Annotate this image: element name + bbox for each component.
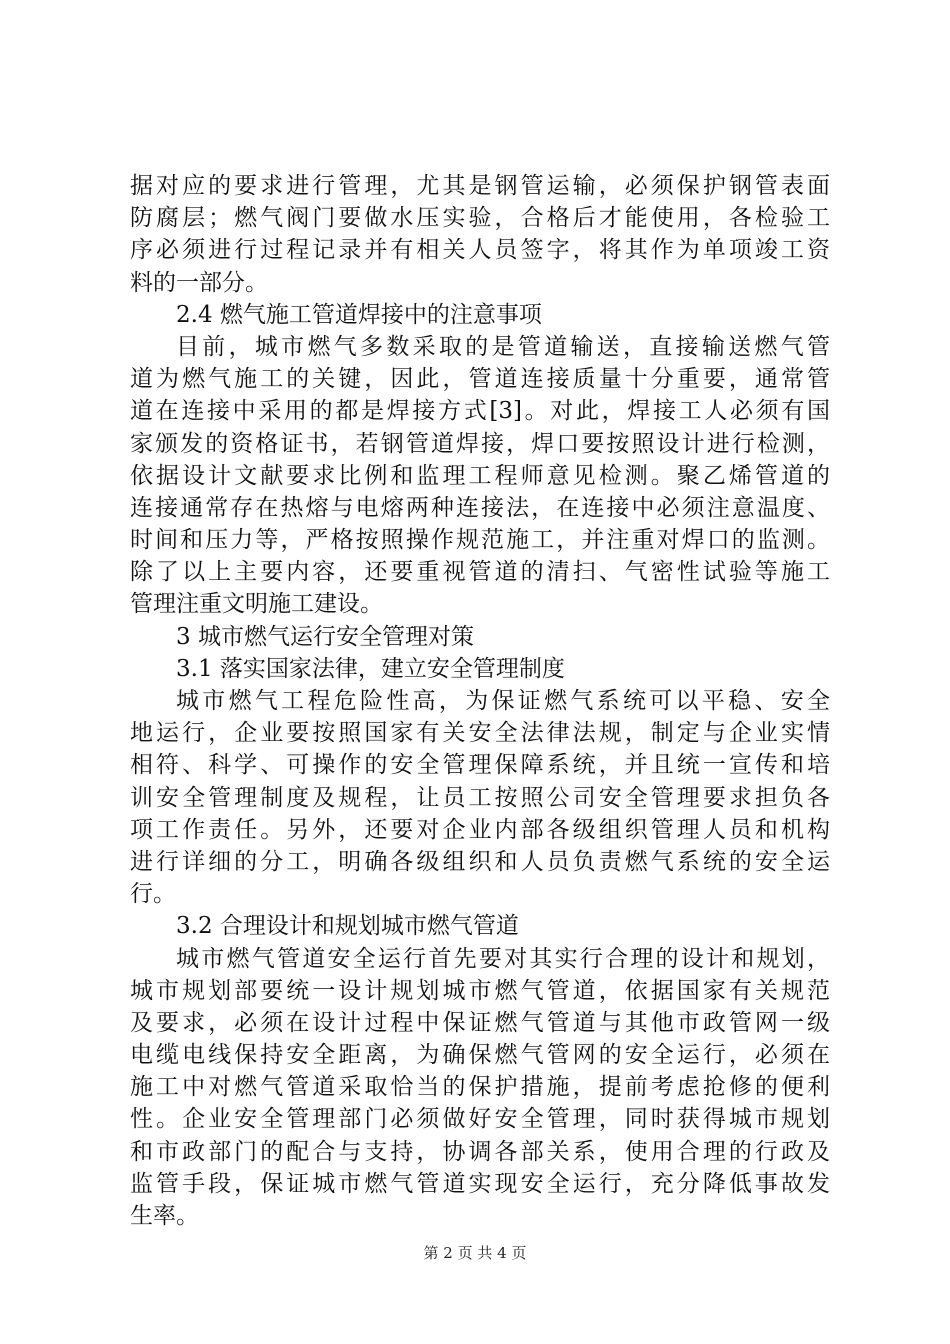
text-line: 监管手段，保证城市燃气管道实现安全运行，充分降低事故发 <box>130 1170 830 1197</box>
section-heading: 3 城市燃气运行安全管理对策 <box>176 623 474 650</box>
text-line: 目前，城市燃气多数采取的是管道输送，直接输送燃气管 <box>176 333 830 360</box>
text-line: 和市政部门的配合与支持，协调各部关系，使用合理的行政及 <box>130 1138 830 1165</box>
text-line: 项工作责任。另外，还要对企业内部各级组织管理人员和机构 <box>130 816 830 843</box>
text-line: 训安全管理制度及规程，让员工按照公司安全管理要求担负各 <box>130 784 830 811</box>
text-line: 道在连接中采用的都是焊接方式[3]。对此，焊接工人必须有国 <box>130 398 830 425</box>
text-line: 城市燃气管道安全运行首先要对其实行合理的设计和规划， <box>176 945 830 972</box>
text-line: 地运行，企业要按照国家有关安全法律法规，制定与企业实情 <box>130 720 830 747</box>
section-heading: 2.4 燃气施工管道焊接中的注意事项 <box>176 301 542 328</box>
text-line: 家颁发的资格证书，若钢管道焊接，焊口要按照设计进行检测， <box>130 430 830 457</box>
text-line: 时间和压力等，严格按照操作规范施工，并注重对焊口的监测。 <box>130 527 830 554</box>
section-heading: 3.2 合理设计和规划城市燃气管道 <box>176 913 519 940</box>
text-line: 进行详细的分工，明确各级组织和人员负责燃气系统的安全运 <box>130 848 830 875</box>
text-line: 电缆电线保持安全距离，为确保燃气管网的安全运行，必须在 <box>130 1042 830 1069</box>
text-line: 料的一部分。 <box>130 269 268 296</box>
text-line: 及要求，必须在设计过程中保证燃气管道与其他市政管网一级 <box>130 1009 830 1036</box>
text-line: 城市燃气工程危险性高，为保证燃气系统可以平稳、安全 <box>176 688 830 714</box>
text-line: 管理注重文明施工建设。 <box>130 591 383 618</box>
text-line: 相符、科学、可操作的安全管理保障系统，并且统一宣传和培 <box>130 752 830 779</box>
text-line: 行。 <box>130 881 176 908</box>
text-line: 连接通常存在热熔与电熔两种连接法，在连接中必须注意温度、 <box>130 494 830 521</box>
text-line: 性。企业安全管理部门必须做好安全管理，同时获得城市规划 <box>130 1106 830 1133</box>
text-line: 防腐层；燃气阀门要做水压实验，合格后才能使用，各检验工 <box>130 205 830 232</box>
section-heading: 3.1 落实国家法律，建立安全管理制度 <box>176 655 565 682</box>
text-line: 据对应的要求进行管理，尤其是钢管运输，必须保护钢管表面 <box>130 173 830 199</box>
text-line: 序必须进行过程记录并有相关人员签字，将其作为单项竣工资 <box>130 237 830 264</box>
text-line: 生率。 <box>130 1203 199 1229</box>
page-footer: 第 2 页 共 4 页 <box>423 1244 527 1262</box>
text-line: 道为燃气施工的关键，因此，管道连接质量十分重要，通常管 <box>130 366 830 393</box>
text-line: 城市规划部要统一设计规划城市燃气管道，依据国家有关规范 <box>130 977 830 1004</box>
text-line: 施工中对燃气管道采取恰当的保护措施，提前考虑抢修的便利 <box>130 1074 830 1101</box>
text-line: 依据设计文献要求比例和监理工程师意见检测。聚乙烯管道的 <box>130 462 830 489</box>
text-line: 除了以上主要内容，还要重视管道的清扫、气密性试验等施工 <box>130 559 830 586</box>
document-body <box>130 170 830 1232</box>
